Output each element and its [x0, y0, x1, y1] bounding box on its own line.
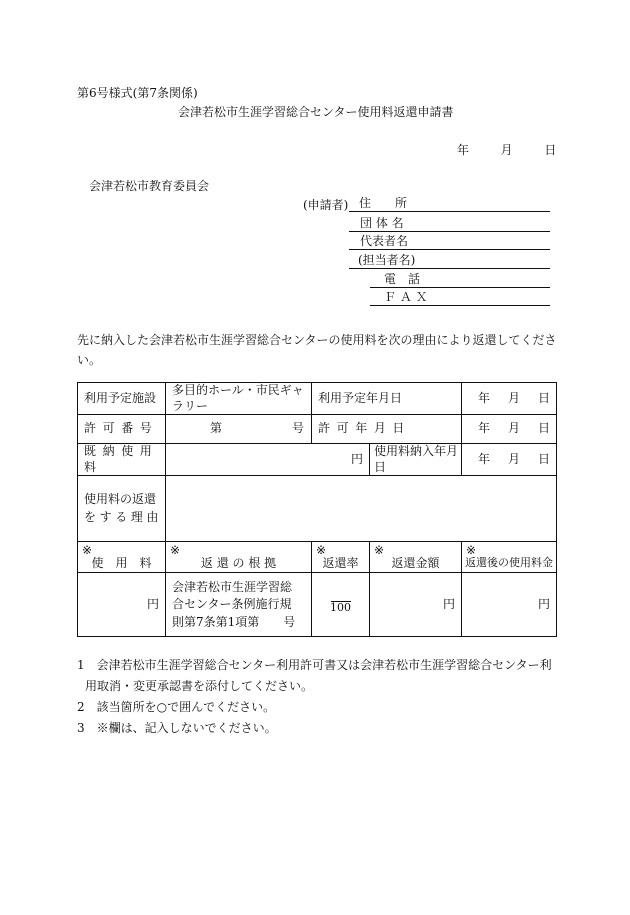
- note-mark: ※: [170, 543, 181, 558]
- header-rate: ※ 返還率: [312, 542, 370, 573]
- note-mark: ※: [82, 543, 93, 558]
- permit-date-value[interactable]: 年 月 日: [462, 415, 557, 444]
- note-2: 2 該当箇所を○で囲んでください。: [77, 700, 276, 714]
- address-field[interactable]: [349, 195, 550, 212]
- phone-label: 電 話: [384, 272, 421, 286]
- facility-value[interactable]: 多目的ホール・市民ギャラリー: [166, 383, 312, 415]
- fax-label: Ｆ Ａ Ｘ: [384, 290, 428, 304]
- note-3: 3 ※欄は、記入しないでください。: [77, 721, 277, 735]
- facility-label: 利用予定施設: [78, 383, 166, 415]
- application-date: [457, 144, 556, 156]
- permit-number-label: 許可番号: [78, 415, 166, 444]
- header-basis: ※ 返 還 の 根 拠: [166, 542, 312, 573]
- permit-date-label: 許可年月日: [312, 415, 462, 444]
- table-row: [78, 573, 557, 637]
- intro-text: 先に納入した会津若松市生涯学習総合センターの使用料を次の理由により返還してください。: [77, 333, 557, 367]
- scheduled-date-label: 利用予定年月日: [312, 383, 462, 415]
- date-day: 日: [544, 143, 557, 157]
- table-row: [78, 383, 557, 415]
- scheduled-date-value[interactable]: 年 月 日: [462, 383, 557, 415]
- representative-field[interactable]: [349, 233, 550, 250]
- applicant-label: (申請者): [303, 198, 349, 212]
- reason-label: 使用料の返還 をする理由: [78, 476, 166, 542]
- header-fee: ※ 使 用 料: [78, 542, 166, 573]
- fee-value[interactable]: 円: [78, 573, 166, 637]
- paid-fee-value[interactable]: 円: [166, 444, 370, 476]
- header-after: ※ 返還後の使用料金: [462, 542, 557, 573]
- group-name-field[interactable]: [349, 215, 550, 232]
- addressee: 会津若松市教育委員会: [89, 179, 210, 193]
- form-number: 第6号様式(第7条関係): [77, 86, 198, 100]
- payment-date-value[interactable]: 年 月 日: [462, 444, 557, 476]
- notes: [77, 655, 567, 739]
- note-mark: ※: [316, 543, 327, 558]
- reason-value[interactable]: [166, 476, 557, 542]
- rate-value[interactable]: [312, 573, 370, 637]
- address-label: 住 所: [359, 196, 408, 210]
- paid-fee-label: 既納使用料: [78, 444, 166, 476]
- amount-value[interactable]: 円: [370, 573, 462, 637]
- contact-person-label: (担当者名): [358, 253, 416, 267]
- permit-number-value[interactable]: 第 号: [166, 415, 312, 444]
- table-row: [78, 476, 557, 542]
- contact-person-field[interactable]: [349, 252, 550, 269]
- table-row: [78, 415, 557, 444]
- header-amount: ※ 返還金額: [370, 542, 462, 573]
- note-1-cont: 用取消・変更承認書を添付してください。: [85, 679, 314, 693]
- payment-date-label: 使用料納入年月日: [370, 444, 462, 476]
- date-month: 月: [500, 143, 513, 157]
- note-mark: ※: [466, 543, 477, 558]
- basis-value: 会津若松市生涯学習総 合センター条例施行規 則第7条第1項第 号: [166, 573, 312, 637]
- after-value[interactable]: 円: [462, 573, 557, 637]
- note-mark: ※: [374, 543, 385, 558]
- date-year: 年: [457, 143, 470, 157]
- fax-field[interactable]: [370, 289, 550, 306]
- table-row: [78, 444, 557, 476]
- table-row: [78, 542, 557, 573]
- note-1: 1 会津若松市生涯学習総合センター利用許可書又は会津若松市生涯学習総合センター利: [77, 658, 552, 672]
- rate-fraction: 100: [330, 595, 351, 614]
- refund-table: [77, 382, 557, 637]
- document-title: 会津若松市生涯学習総合センター使用料返還申請書: [178, 105, 454, 119]
- phone-field[interactable]: [370, 271, 550, 288]
- group-name-label: 団 体 名: [360, 216, 404, 230]
- representative-label: 代表者名: [360, 234, 409, 248]
